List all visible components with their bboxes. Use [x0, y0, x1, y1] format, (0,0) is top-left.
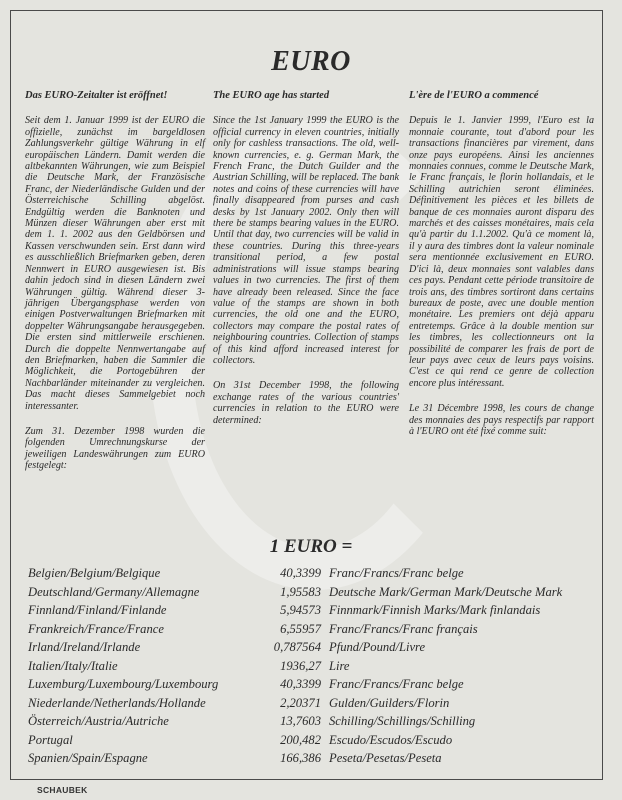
rate-row — [28, 585, 608, 604]
rate-row — [28, 696, 608, 715]
rate-row — [28, 677, 608, 696]
rate-country: Portugal — [28, 732, 73, 747]
rate-row — [28, 603, 608, 622]
publisher-footer: SCHAUBEK — [37, 785, 88, 795]
rate-currency: Franc/Francs/Franc belge — [329, 677, 464, 691]
rate-row — [28, 714, 608, 733]
rate-row — [28, 659, 608, 678]
rate-currency: Finnmark/Finnish Marks/Mark finlandais — [329, 603, 541, 617]
rate-row — [28, 640, 608, 659]
rate-currency: Escudo/Escudos/Escudo — [329, 732, 453, 747]
rate-row — [28, 622, 608, 641]
rate-country: Belgien/Belgium/Belgique — [28, 566, 161, 580]
rate-currency: Gulden/Guilders/Florin — [329, 695, 450, 710]
german-column — [25, 90, 205, 472]
french-paragraph: Depuis le 1. Janvier 1999, l'Euro est la monnaie courante, tout d'abord pour les transactions financières par virement, dans onze pays européens. Ainsi les anciennes monnaies connues, comme le Deutsche Mark, le Franc français, le florin hollandais, et le Schilling autrichien seront éliminées. Définitivement les pièces et les billets de banque de ces monnaies auront disparu des marchés et des caisses monétaires, mais cela qu'à partir du 1.1.2002. Qu'à ce moment là, il y aura des timbres dont la valeur nominale sera mentionnée exclusivement en EURO. D'ici là, deux monnaies sont valables dans ces pays. Pendant cette période transitoire de trois ans, des timbres sortiront dans certains bureaux de poste, avec une double mention monétaire. Les premiers ont déjà apparu entretemps. Grâce à la double mention sur les timbres, les collectionneurs ont la possibilité de comparer les frais de port de leur pays avec ceux de leurs pays voisins. C'est ce qui rend ce genre de collection encore plus intéressant. — [409, 115, 594, 389]
rate-row — [28, 751, 608, 770]
english-column — [213, 90, 399, 426]
rate-country: Italien/Italy/Italie — [28, 658, 118, 673]
page-title: EURO — [271, 46, 351, 77]
rate-value: 2,20371 — [280, 695, 321, 710]
rate-value: 1936,27 — [280, 658, 321, 673]
rate-value: 6,55957 — [280, 621, 321, 636]
german-heading: Das EURO-Zeitalter ist eröffnet! — [25, 90, 168, 101]
one-euro-heading: 1 EURO = — [269, 536, 353, 557]
rate-country: Luxemburg/Luxembourg/Luxembourg — [28, 677, 219, 691]
rate-value: 40,3399 — [280, 677, 321, 691]
english-paragraph: On 31st December 1998, the following exchange rates of the various countries' currencies in relation to the EURO were determined: — [213, 380, 399, 426]
german-paragraph: Zum 31. Dezember 1998 wurden die folgenden Umrechnungskurse der jeweiligen Landeswährungen zum EURO festgelegt: — [25, 425, 205, 472]
french-paragraph: Le 31 Décembre 1998, les cours de change des monnaies des pays respectifs par rapport à l'EURO ont été fixé comme suit: — [409, 403, 594, 437]
rate-country: Irland/Ireland/Irlande — [28, 640, 141, 654]
rate-country: Niederlande/Netherlands/Hollande — [28, 695, 206, 710]
rate-currency: Peseta/Pesetas/Peseta — [329, 751, 442, 765]
rate-currency: Deutsche Mark/German Mark/Deutsche Mark — [329, 584, 563, 599]
rate-value: 40,3399 — [280, 566, 321, 580]
german-paragraph: Seit dem 1. Januar 1999 ist der EURO die offizielle, zunächst im bargeldlosen Zahlungsverkehr gültige Währung in elf europäischen Ländern. Damit werden die altbekannten Währungen, wie zum Beispiel die Deutsche Mark, der Französische Franc, der Niederländische Gulden und der Österreichische Schilling abgelöst. Endgültig werden die Banknoten und Münzen dieser Währungen aber erst mit dem 1. 1. 2002 aus den Geldbörsen und Kassen verschwunden sein. Erst dann wird es ausschließlich Briefmarken geben, deren Nennwert in EURO ausgewiesen ist. Bis dahin jedoch sind in diesen Ländern zwei Währungen gültig. Während dieser 3-jährigen Übergangsphase werden von einigen Postverwaltungen Briefmarken mit doppelter Währungsangabe herausgegeben. Die ersten sind mittlerweile erschienen. Durch die doppelte Nennwertangabe auf den Briefmarken, haben die Sammler die Möglichkeit, die Portogebühren der Nachbarländer miteinander zu vergleichen. Das macht dieses Sammelgebiet noch interessanter. — [25, 115, 205, 412]
rate-row — [28, 733, 608, 752]
rate-country: Frankreich/France/France — [28, 621, 164, 636]
rate-currency: Pfund/Pound/Livre — [329, 640, 426, 654]
english-paragraph: Since the 1st January 1999 the EURO is the official currency in eleven countries, initially only for cashless transactions. The old, well-known currencies, e. g. German Mark, the French Franc, the Dutch Guilder and the Austrian Schilling, will be replaced. The bank notes and coins of these currencies will have finally disappeared from purses and cash desks by 1st January 2002. Only then will there be stamps bearing values in the EURO. Until that day, two currencies will be valid in these countries. During this three-years transitional period, a few postal administrations will issue stamps bearing values in two currencies. The first of them have already been released. Since the face value of the stamps are shown in both currencies, the old one and the EURO, collectors may compare the postal rates of neighbouring countries. Collection of stamps of this kind afford increased interest for collectors. — [213, 115, 399, 366]
english-heading: The EURO age has started — [213, 90, 330, 101]
rate-country: Finnland/Finland/Finlande — [28, 603, 167, 617]
rate-value: 200,482 — [280, 732, 321, 747]
rate-currency: Franc/Francs/Franc belge — [329, 566, 464, 580]
french-heading: L'ère de l'EURO a commencé — [409, 90, 539, 101]
rate-value: 13,7603 — [280, 714, 321, 728]
rate-value: 0,787564 — [273, 640, 321, 654]
rate-country: Deutschland/Germany/Allemagne — [28, 584, 200, 599]
rate-currency: Franc/Francs/Franc français — [329, 621, 478, 636]
rate-country: Spanien/Spain/Espagne — [28, 751, 148, 765]
rate-value: 166,386 — [280, 751, 321, 765]
french-column — [409, 90, 594, 437]
rate-currency: Schilling/Schillings/Schilling — [329, 714, 476, 728]
rate-value: 1,95583 — [280, 584, 321, 599]
rate-country: Österreich/Austria/Autriche — [28, 714, 169, 728]
rate-currency: Lire — [329, 658, 350, 673]
exchange-rate-table — [28, 566, 608, 770]
rate-row — [28, 566, 608, 585]
rate-value: 5,94573 — [280, 603, 321, 617]
